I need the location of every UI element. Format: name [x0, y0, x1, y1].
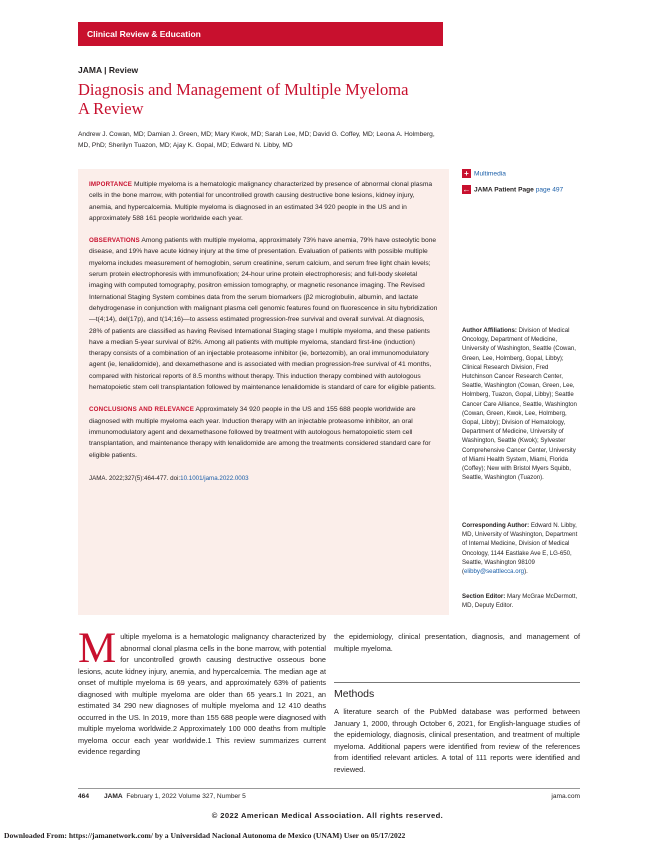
affiliations-text: Division of Medical Oncology, Department of Medicine, University of Washington, Seattle (Cowan, Green, Lee, Holmberg, Gopal, Libby); Clinical Research Division, Fred Hutchinson Cancer Research Center, Seattle, Washington (Cowan, Green, Lee, Holmberg, Tuazon, Gopal, Libby); Seattle Cancer Care Alliance, Seattle, Washington (Cowan, Green, Kwok, Lee, Holmberg, Gopal, Libby); Division of Hematology, Department of Medicine, University of Washington, Seattle (Kwok); Sylvester Comprehensive Cancer Center, University of Miami Health System, Miami, Florida (Coffey); New with Bristol Myers Squibb, Seattle, Washington (Tuazon).	[462, 327, 577, 482]
importance-text: Multiple myeloma is a hematologic malignancy characterized by presence of abnormal clonal plasma cells in the bone marrow, with potential for uncontrolled growth causing destructive bone lesions, kidney injury, anemia, and hypercalcemia. Multiple myeloma is diagnosed in an estimated 34 920 people in the US and in approximately 588 161 people worldwide each year.	[89, 181, 433, 222]
section-editor-label: Section Editor:	[462, 593, 506, 600]
author-list: Andrew J. Cowan, MD; Damian J. Green, MD; Mary Kwok, MD; Sarah Lee, MD; David G. Coffey, MD; Leona A. Holmberg, MD, PhD; Sherilyn Tuazon, MD; Ajay K. Gopal, MD; Edward N. Libby, MD	[78, 131, 435, 149]
methods-divider	[334, 682, 580, 683]
section-editor	[462, 592, 580, 610]
download-stamp: Downloaded From: https://jamanetwork.com/ by a Universidad Nacional Autonoma de Mexico (UNAM) User on 05/17/2022	[4, 831, 406, 840]
doi-link[interactable]: 10.1001/jama.2022.0003	[180, 474, 249, 482]
journal-kicker: JAMA | Review	[78, 65, 139, 75]
corresponding-end: ).	[524, 568, 528, 576]
article-title: Diagnosis and Management of Multiple Myeloma	[78, 80, 409, 99]
plus-icon: +	[462, 169, 471, 178]
page-number: 464	[78, 793, 90, 800]
corresponding-author	[462, 521, 580, 576]
corresponding-email-link[interactable]: elibby@seattlecca.org	[464, 568, 525, 576]
observations-paragraph	[89, 235, 439, 393]
conclusions-label: CONCLUSIONS AND RELEVANCE	[89, 406, 195, 414]
section-banner: Clinical Review & Education	[78, 22, 443, 46]
footer-journal: JAMA February 1, 2022 Volume 327, Number 5	[104, 793, 246, 800]
methods-heading: Methods	[334, 688, 375, 700]
methods-text: A literature search of the PubMed database was performed between January 1, 2000, through October 6, 2021, for English-language studies of the epidemiology, diagnosis, clinical presentation, and treatment of multiple myeloma. Additional papers were identified from review of the references from identified relevant articles. A total of 111 reports were identified and reviewed.	[334, 707, 580, 774]
corresponding-label: Corresponding Author:	[462, 522, 530, 529]
citation-line	[89, 473, 439, 484]
observations-text: Among patients with multiple myeloma, approximately 73% have anemia, 79% have osteolytic bone disease, and 19% have acute kidney injury at the time of presentation. Evaluation of patients with possible multiple myeloma includes measurement of hemoglobin, serum creatinine, serum calcium, and serum free light chain levels; serum protein electrophoresis with immunofixation; 24-hour urine protein electrophoresis; and full-body skeletal imaging with computed tomography, positron emission tomography, or magnetic resonance imaging. The Revised International Staging System combines data from the serum biomarkers (β2 microglobulin, albumin, and lactate dehydrogenase in conjunction with malignant plasma cell genomic features found on fluorescence in situ hybridization—t(4;14), del(17p), and t(14;16)—to assess estimated progression-free survival and overall survival. At diagnosis, 28% of patients are classified as having Revised International Staging stage I multiple myeloma, and these patients have a median 5-year survival of 82%. Among all patients with multiple myeloma, standard first-line (induction) therapy consists of a combination of an injectable proteasome inhibitor (ie, bortezomib), an oral immunomodulatory agent (ie, lenalidomide), and dexamethasone and is associated with median progression-free survival of 41 months, compared with historical reports of 8.5 months without therapy. This induction therapy combined with autologous hematopoietic stem cell transplantation followed by maintenance lenalidomide is standard of care for eligible patients.	[89, 237, 438, 392]
abstract-box	[78, 169, 449, 615]
importance-paragraph	[89, 179, 439, 224]
citation-text: JAMA. 2022;327(5):464-477. doi:	[89, 474, 181, 482]
drop-cap: M	[78, 625, 117, 672]
author-affiliations	[462, 326, 580, 482]
multimedia-link[interactable]	[462, 169, 506, 178]
body-column-2: the epidemiology, clinical presentation, diagnosis, and management of multiple myeloma.	[334, 632, 580, 653]
footer-divider	[78, 788, 580, 789]
patient-page-ref[interactable]: page 497	[535, 186, 564, 194]
footer-issue: February 1, 2022 Volume 327, Number 5	[126, 793, 246, 800]
copyright-line: © 2022 American Medical Association. All rights reserved.	[211, 811, 444, 820]
corresponding-text: Edward N. Libby, MD, University of Washington, Department of Internal Medicine, Division of Medical Oncology, 1144 Eastlake Ave E, LG-650, Seattle, Washington 98109 (	[462, 522, 578, 576]
patient-page-link[interactable]	[462, 185, 563, 194]
conclusions-paragraph	[89, 404, 439, 460]
multimedia-label: Multimedia	[474, 170, 506, 178]
footer-site: jama.com	[551, 793, 580, 800]
section-editor-text: Mary McGrae McDermott, MD, Deputy Editor.	[462, 593, 578, 610]
intro-text: ultiple myeloma is a hematologic malignancy characterized by abnormal clonal plasma cells in the bone marrow, with potential for uncontrolled growth causing destructive osseous bone lesions, acute kidney injury, anemia, and hypercalcemia. The median age at onset of multiple myeloma is 69 years, and approximately 63% of patients diagnosed with multiple myeloma are older than 65 years.1 In 2021, an estimated 34 290 new diagnoses of multiple myeloma and 12 410 deaths occurred in the US. In 2019, more than 155 688 people were diagnosed with multiple myeloma worldwide.2 Approximately 100 000 deaths from multiple myeloma occur each year worldwide.1 This review summarizes current evidence regarding	[78, 632, 326, 756]
arrow-left-icon: ←	[462, 185, 471, 194]
importance-label: IMPORTANCE	[89, 181, 133, 188]
article-subtitle: A Review	[78, 99, 144, 118]
body-column-1	[78, 625, 326, 758]
observations-label: OBSERVATIONS	[89, 237, 140, 245]
patient-page-label: JAMA Patient Page	[474, 186, 534, 194]
affiliations-label: Author Affiliations:	[462, 327, 517, 334]
conclusions-text: Approximately 34 920 people in the US and 155 688 people worldwide are diagnosed with multiple myeloma each year. Induction therapy with an injectable proteasome inhibitor, an oral immunomodulatory agent and dexamethasone followed by treatment with autologous hematopoietic stem cell transplantation, and maintenance therapy with lenalidomide are among the treatments considered standard care for eligible patients.	[89, 406, 431, 459]
